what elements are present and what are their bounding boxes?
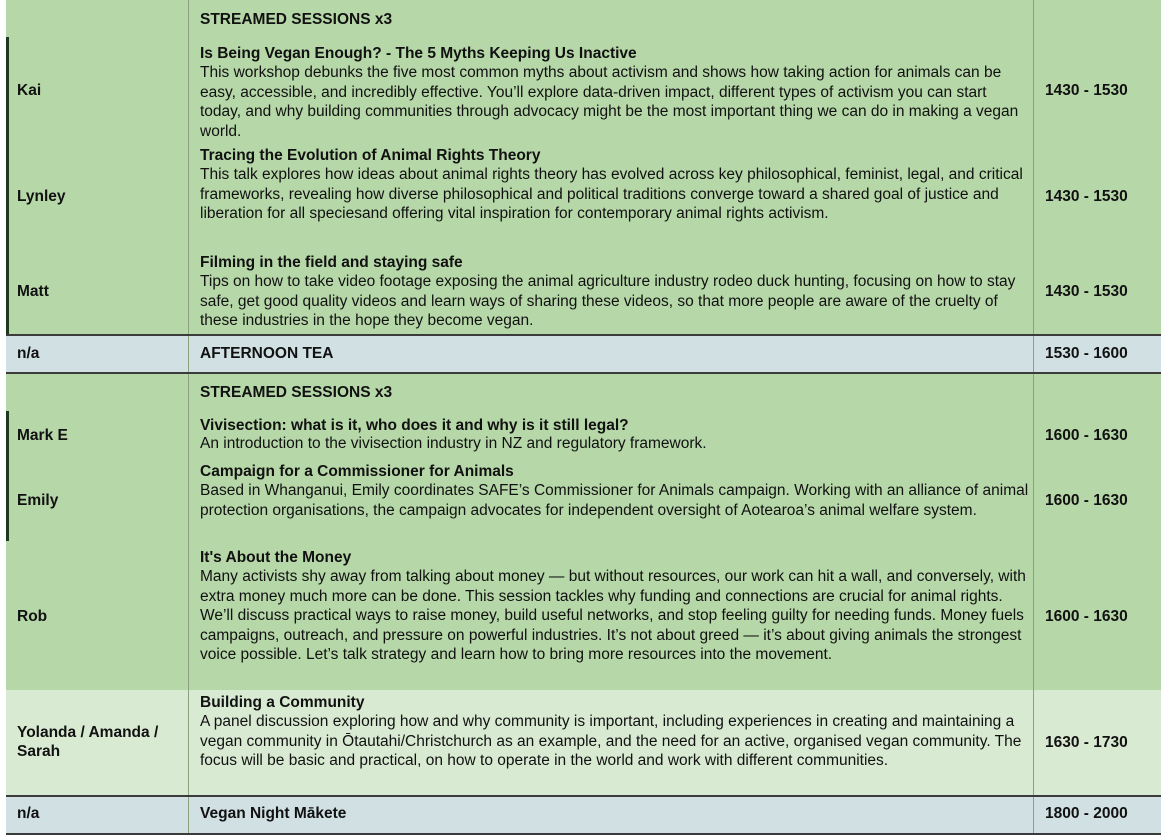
- session-title: Vivisection: what is it, who does it and why is it still legal?: [200, 417, 629, 434]
- left-border: [6, 37, 9, 334]
- session-title: Campaign for a Commissioner for Animals: [200, 463, 514, 480]
- session-title: Vegan Night Mākete: [200, 805, 347, 822]
- session-title: Filming in the field and staying safe: [200, 254, 463, 271]
- community-row: [6, 690, 1161, 795]
- left-border: [6, 411, 9, 541]
- session-description: A panel discussion exploring how and why community is important, including experiences in creating and maintaining a vegan community in Ōtautahi/Christchurch as an example, and the need for an active, organised vegan community. The focus will be basic and practical, on how to operate in the world and work with different communities.: [200, 713, 1022, 770]
- session-description: This talk explores how ideas about animal rights theory has evolved across key philosophical, feminist, legal, and critical frameworks, revealing how diverse philosophical and political traditions converge toward a shared goal of justice and liberation for all speciesand offering vital inspiration for contemporary animal rights activism.: [200, 166, 1023, 223]
- session-description: Tips on how to take video footage exposing the animal agriculture industry rodeo duck hunting, focusing on how to stay safe, get good quality videos and learn ways of sharing these videos, so that more people are aware of the cruelty of these industries in the hope they become vegan.: [200, 273, 1016, 330]
- session-title: AFTERNOON TEA: [200, 345, 334, 362]
- speaker-name: Emily: [17, 492, 59, 509]
- session-title: It's About the Money: [200, 549, 352, 566]
- break-row-afternoon-tea: [6, 336, 1161, 373]
- session-title: Tracing the Evolution of Animal Rights Theory: [200, 147, 541, 164]
- speaker-name: Lynley: [17, 188, 66, 205]
- schedule-table: [6, 0, 1161, 835]
- speaker-name: n/a: [17, 805, 40, 822]
- session-time: 1530 - 1600: [1045, 345, 1128, 362]
- speaker-name: Matt: [17, 283, 49, 300]
- speaker-name: Rob: [17, 608, 48, 625]
- speaker-name: Yolanda / Amanda / Sarah: [17, 724, 159, 760]
- streamed-block-1: [6, 0, 1161, 335]
- session-title: Is Being Vegan Enough? - The 5 Myths Keeping Us Inactive: [200, 45, 637, 62]
- session-time: 1600 - 1630: [1045, 427, 1128, 444]
- streamed-block-2: [6, 374, 1161, 690]
- session-description: An introduction to the vivisection industry in NZ and regulatory framework.: [200, 435, 707, 452]
- session-time: 1430 - 1530: [1045, 188, 1128, 205]
- speaker-name: Mark E: [17, 427, 68, 444]
- session-time: 1430 - 1530: [1045, 82, 1128, 99]
- speaker-name: Kai: [17, 82, 42, 99]
- session-time: 1800 - 2000: [1045, 805, 1128, 822]
- speaker-name: n/a: [17, 345, 40, 362]
- session-time: 1630 - 1730: [1045, 734, 1128, 751]
- session-time: 1600 - 1630: [1045, 608, 1128, 625]
- break-row-vegan-night: [6, 797, 1161, 833]
- session-time: 1430 - 1530: [1045, 283, 1128, 300]
- session-title: Building a Community: [200, 694, 365, 711]
- session-description: Based in Whanganui, Emily coordinates SAFE’s Commissioner for Animals campaign. Working with an alliance of animal protection organisations, the campaign advocates for independent oversight of Aotearoa’s animal welfare system.: [200, 482, 1029, 519]
- session-description: Many activists shy away from talking about money — but without resources, our work can hit a wall, and conversely, with extra money much more can be done. This session tackles why funding and connections are crucial for animal rights. We’ll discuss practical ways to raise money, build useful networks, and stop feeling guilty for needing funds. Money fuels campaigns, outreach, and pressure on powerful industries. It’s not about greed — it’s about giving animals the strongest voice possible. Let’s talk strategy and learn how to bring more resources into the movement.: [200, 568, 1026, 664]
- session-description: This workshop debunks the five most common myths about activism and shows how taking action for animals can be easy, accessible, and incredibly effective. You’ll explore data-driven impact, different types of activism you can start today, and why building communities through advocacy might be the most important thing we can do in making a vegan world.: [200, 64, 1019, 140]
- block-heading: STREAMED SESSIONS x3: [200, 384, 393, 401]
- block-heading: STREAMED SESSIONS x3: [200, 11, 393, 28]
- session-time: 1600 - 1630: [1045, 492, 1128, 509]
